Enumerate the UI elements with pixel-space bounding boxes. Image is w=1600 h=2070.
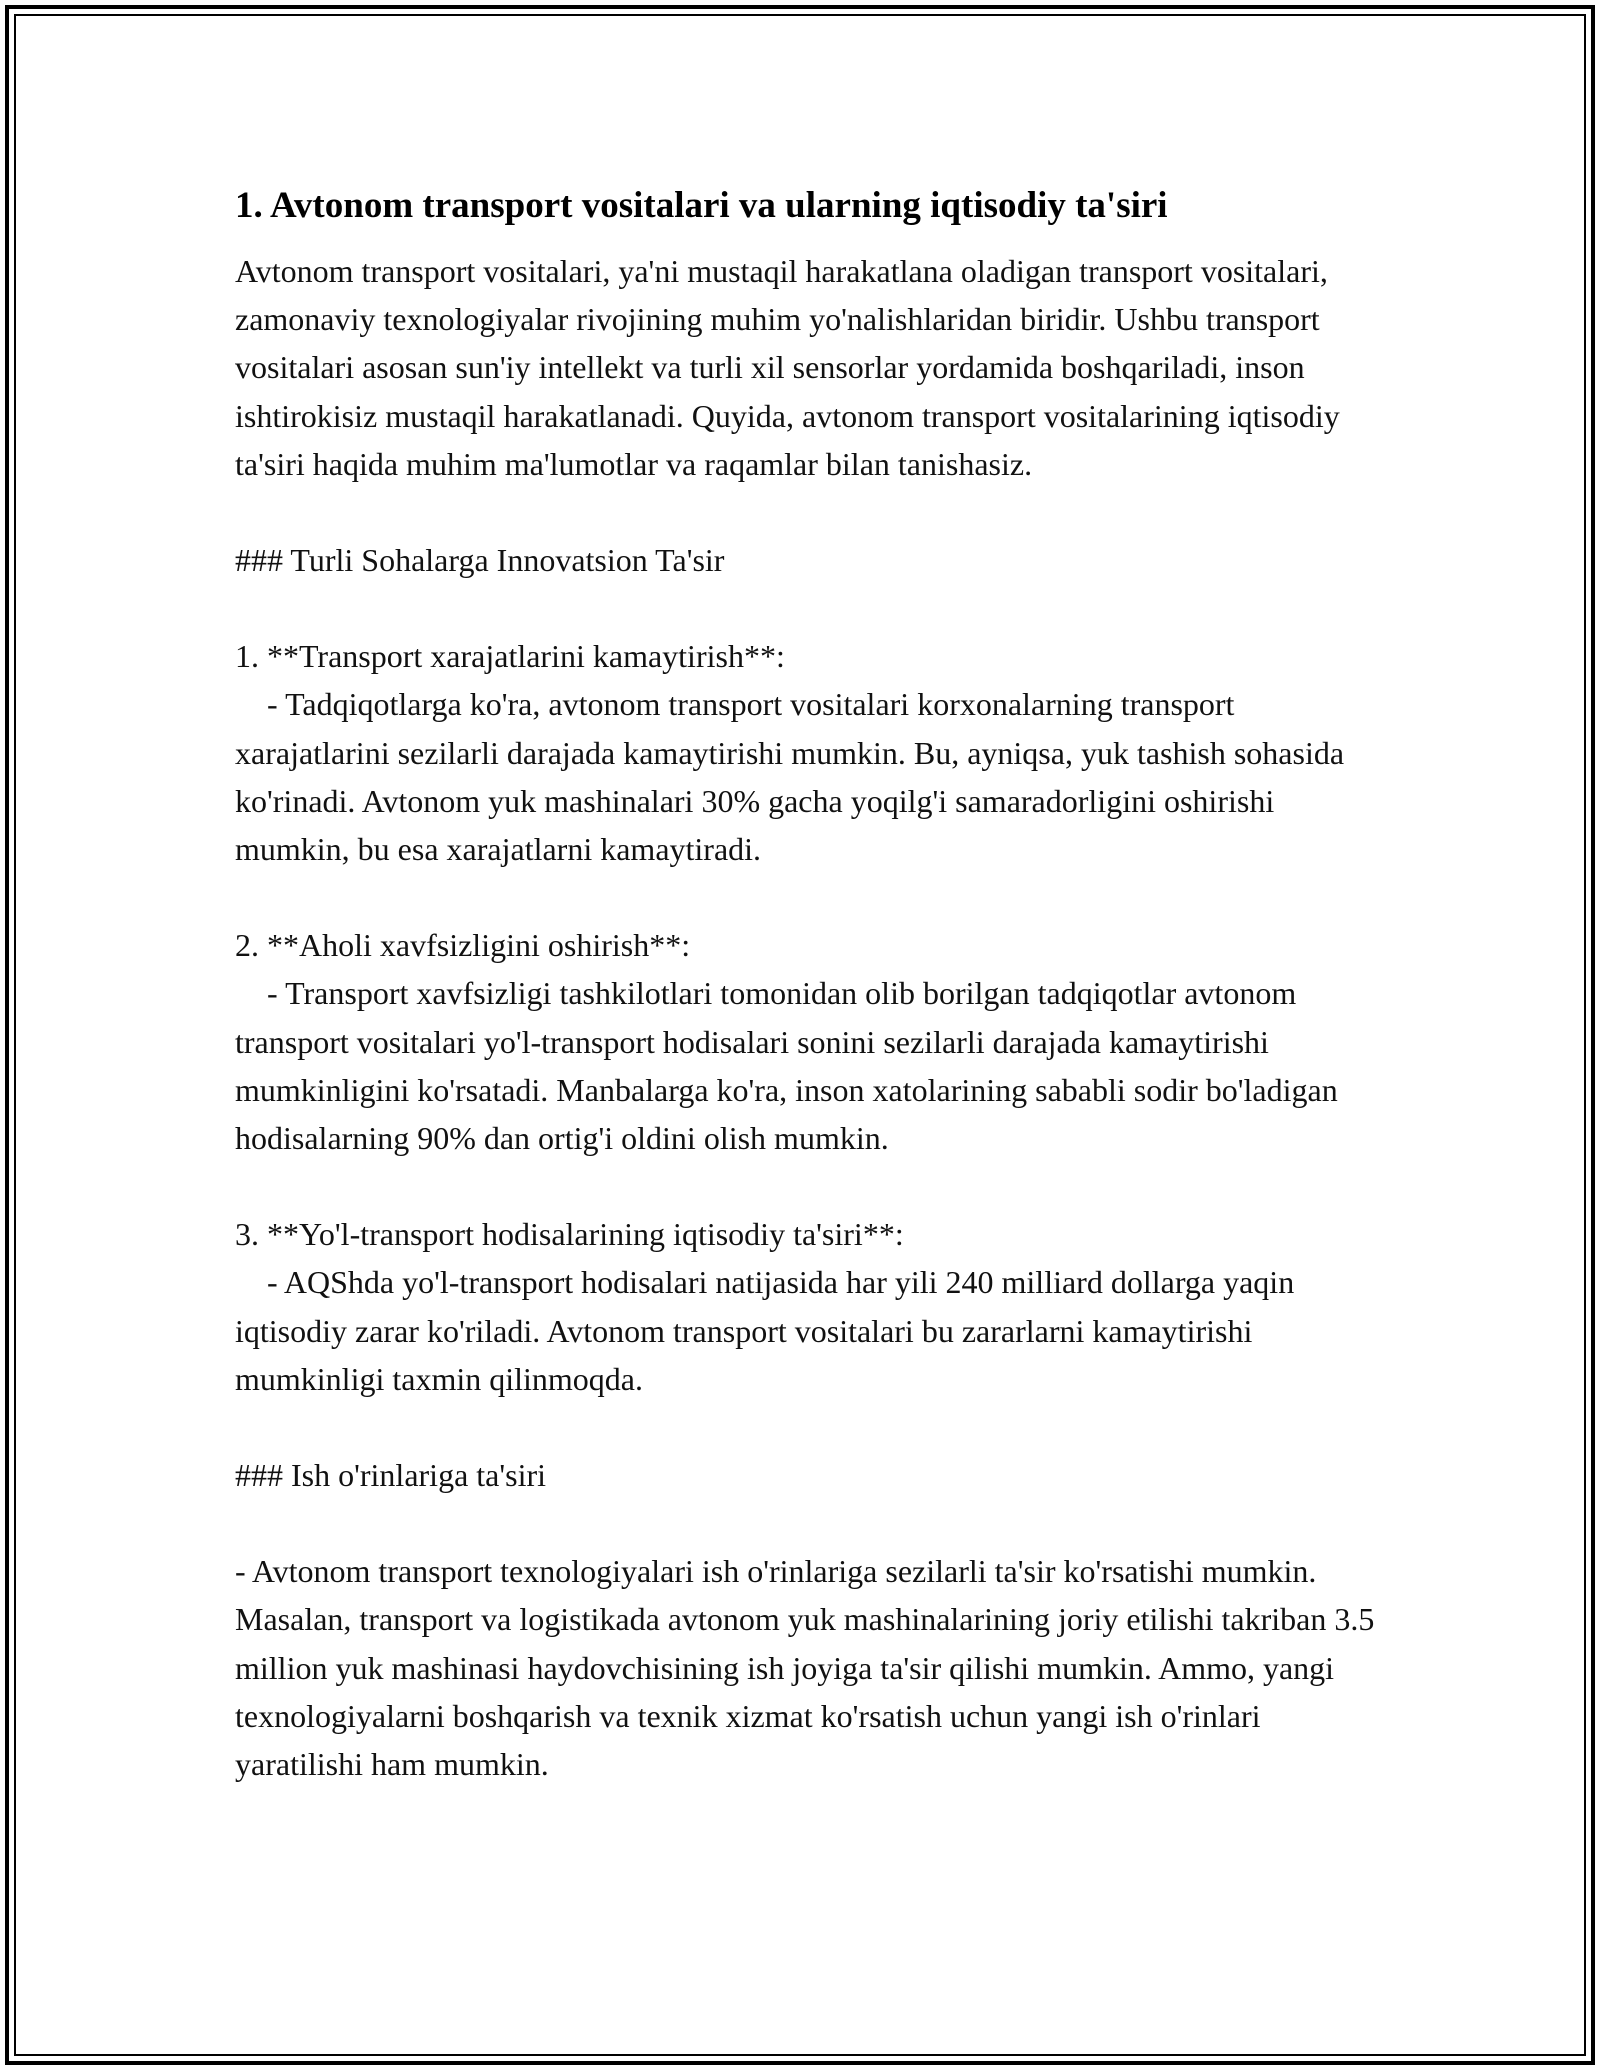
list-item-transport-costs: 1. **Transport xarajatlarini kamaytirish**: - Tadqiqotlarga ko'ra, avtonom transport vositalari korxonalarning transport xarajatlarini sezilarli darajada kamaytirishi mumkin. Bu, ayniqsa, yuk tashish sohasida ko'rinadi. Avtonom yuk mashinalari 30% gacha yoqilg'i samaradorligini oshirishi mumkin, bu esa xarajatlarni kamaytiradi. (235, 638, 1345, 868)
section-heading-jobs: ### Ish o'rinlariga ta'siri (235, 1457, 547, 1494)
intro-paragraph: Avtonom transport vositalari, ya'ni mustaqil harakatlana oladigan transport vositalari, zamonaviy texnologiyalar rivojining muhim yo'nalishlaridan biridir. Ushbu transport vositalari asosan sun'iy intellekt va turli xil sensorlar yordamida boshqariladi, inson ishtirokisiz mustaqil harakatlanadi. Quyida, avtonom transport vositalarining iqtisodiy ta'siri haqida muhim ma'lumotlar va raqamlar bilan tanishasiz. (235, 253, 1348, 482)
document-body (235, 183, 1385, 1836)
document-title: 1. Avtonom transport vositalari va ularning iqtisodiy ta'siri (235, 185, 1168, 226)
list-item-public-safety: 2. **Aholi xavfsizligini oshirish**: - Transport xavfsizligi tashkilotlari tomonidan olib borilgan tadqiqotlar avtonom transport vositalari yo'l-transport hodisalari sonini sezilarli darajada kamaytirishi mumkinligini ko'rsatadi. Manbalarga ko'ra, inson xatolarining sababli sodir bo'ladigan hodisalarning 90% dan ortig'i oldini olish mumkin. (235, 927, 1338, 1157)
list-item-accident-impact: 3. **Yo'l-transport hodisalarining iqtisodiy ta'siri**: - AQShda yo'l-transport hodisalari natijasida har yili 240 milliard dollarga yaqin iqtisodiy zarar ko'riladi. Avtonom transport vositalari bu zararlarni kamaytirishi mumkinligi taxmin qilinmoqda. (235, 1216, 1295, 1397)
jobs-paragraph: - Avtonom transport texnologiyalari ish o'rinlariga sezilarli ta'sir ko'rsatishi mumkin. Masalan, transport va logistikada avtonom yuk mashinalarining joriy etilishi takriban 3.5 million yuk mashinasi haydovchisining ish joyiga ta'sir qilishi mumkin. Ammo, yangi texnologiyalarni boshqarish va texnik xizmat ko'rsatish uchun yangi ish o'rinlari yaratilishi ham mumkin. (235, 1553, 1383, 1783)
section-heading-innovation: ### Turli Sohalarga Innovatsion Ta'sir (235, 542, 725, 579)
